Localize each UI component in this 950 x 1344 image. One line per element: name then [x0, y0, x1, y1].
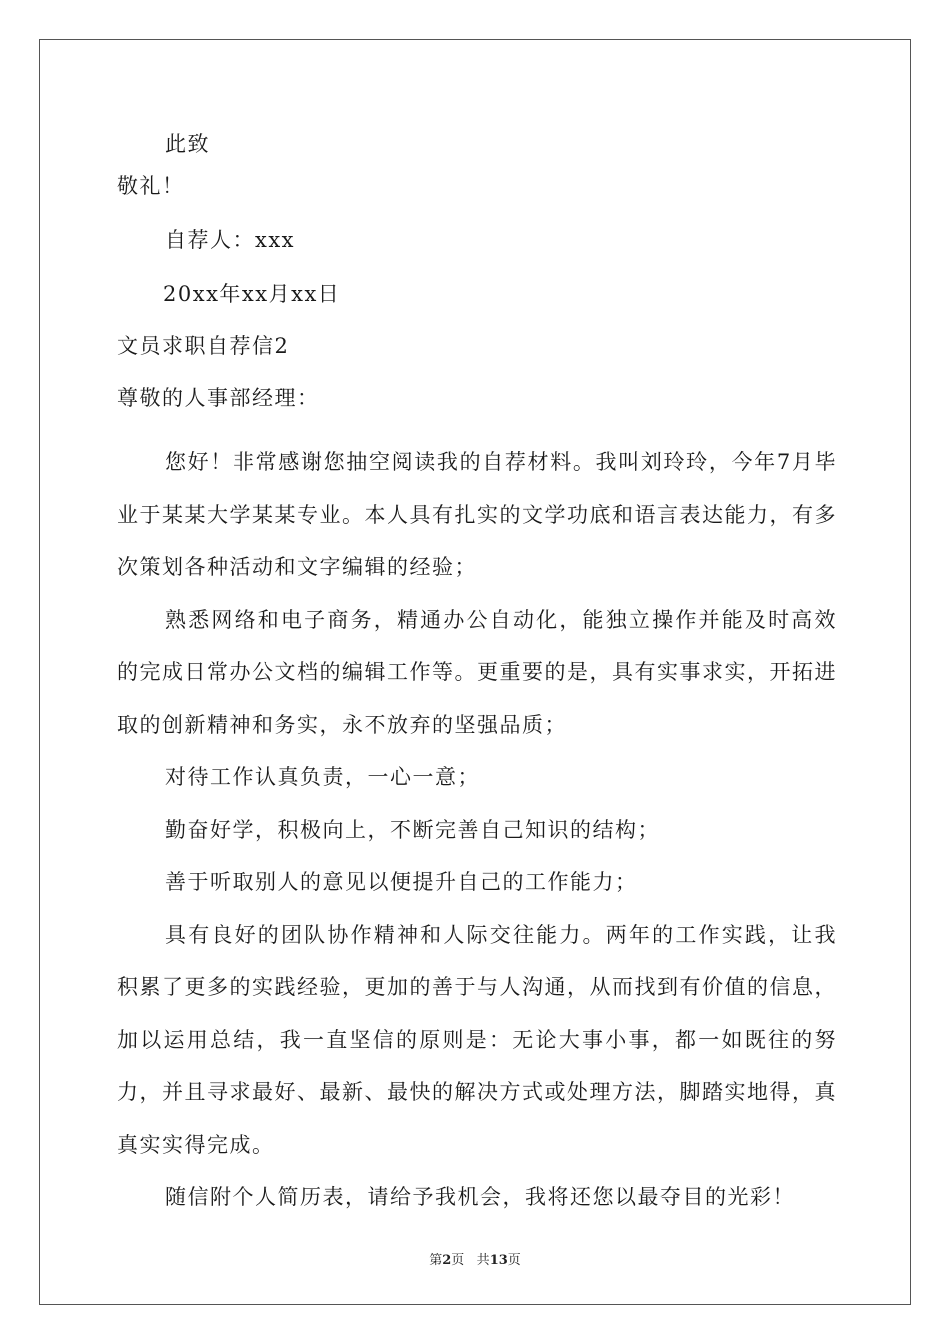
- letter-salutation: 敬礼！: [117, 174, 185, 198]
- page-footer: [0, 1249, 950, 1268]
- footer-page-suffix: 页: [451, 1253, 465, 1268]
- footer-page-prefix: 第: [429, 1253, 443, 1268]
- body-paragraph: 您好！非常感谢您抽空阅读我的自荐材料。我叫刘玲玲，今年7月毕业于某某大学某某专业。本人具有扎实的文学功底和语言表达能力，有多次策划各种活动和文字编辑的经验；: [117, 450, 837, 579]
- footer-total-pages: 13: [489, 1253, 508, 1268]
- body-paragraph: 具有良好的团队协作精神和人际交往能力。两年的工作实践，让我积累了更多的实践经验，更加的善于与人沟通，从而找到有价值的信息，加以运用总结，我一直坚信的原则是：无论大事小事，都一如既往的努力，并且寻求最好、最新、最快的解决方式或处理方法，脚踏实地得，真真实实得完成。: [117, 922, 837, 1157]
- letter-closing: 此致: [165, 132, 210, 156]
- body-paragraph: 熟悉网络和电子商务，精通办公自动化，能独立操作并能及时高效的完成日常办公文档的编辑工作等。更重要的是，具有实事求实，开拓进取的创新精神和务实，永不放弃的坚强品质；: [117, 607, 837, 737]
- body-paragraph: 勤奋好学，积极向上，不断完善自己知识的结构；: [165, 817, 660, 842]
- document-body: [117, 130, 837, 1224]
- footer-total-prefix: 共: [476, 1253, 490, 1268]
- section-title: 文员求职自荐信2: [117, 334, 290, 358]
- letter-greeting: 尊敬的人事部经理：: [117, 386, 320, 410]
- letter-date: 20xx年xx月xx日: [163, 282, 341, 306]
- body-paragraph: 随信附个人简历表，请给予我机会，我将还您以最夺目的光彩！: [165, 1185, 795, 1209]
- footer-total-suffix: 页: [507, 1253, 521, 1268]
- body-paragraph: 善于听取别人的意见以便提升自己的工作能力；: [165, 870, 638, 894]
- footer-page-number: 2: [442, 1253, 452, 1268]
- body-paragraph: 对待工作认真负责，一心一意；: [165, 765, 480, 789]
- letter-signature: 自荐人：xxx: [165, 228, 296, 252]
